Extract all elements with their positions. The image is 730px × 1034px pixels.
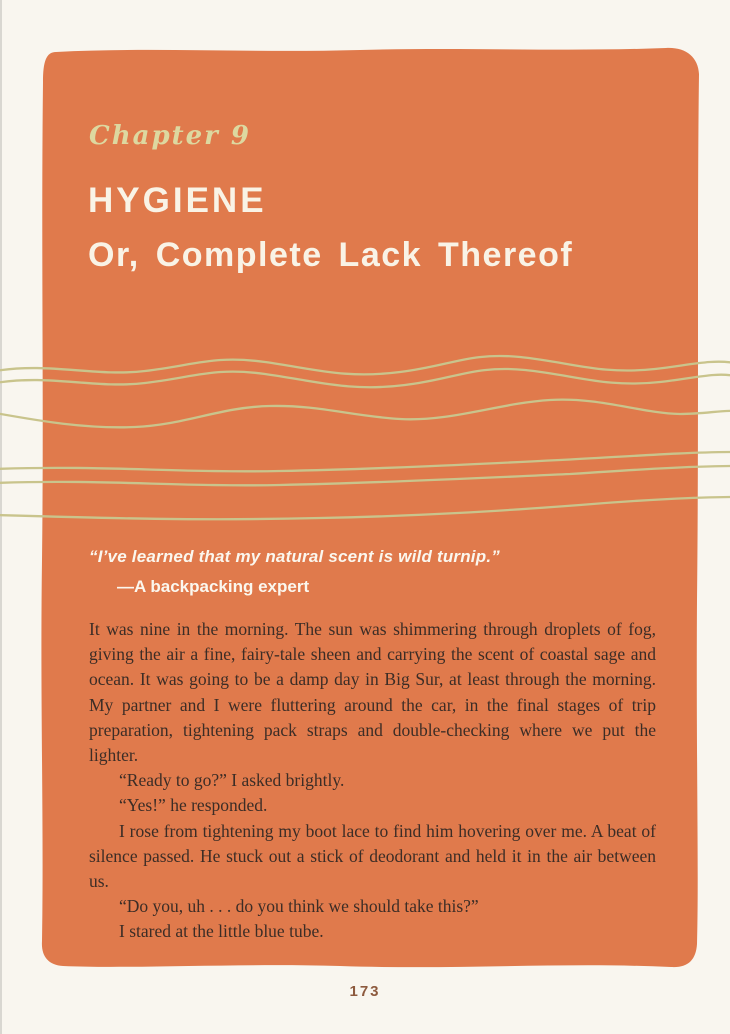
body-paragraph: “Yes!” he responded. [119, 795, 268, 816]
chapter-subtitle: Or, Complete Lack Thereof [88, 236, 574, 274]
chapter-label: Chapter 9 [89, 121, 252, 151]
body-paragraph: “Do you, uh . . . do you think we should take this?” [119, 896, 479, 917]
body-text [89, 617, 656, 945]
epigraph-attribution: —A backpacking expert [117, 577, 310, 596]
page-number: 173 [349, 983, 381, 1000]
body-paragraph: I stared at the little blue tube. [119, 921, 324, 942]
epigraph-quote: “I’ve learned that my natural scent is wild turnip.” [89, 547, 500, 566]
body-paragraph: It was nine in the morning. The sun was shimmering through droplets of fog, giving the air a fine, fairy-tale sheen and carrying the scent of coastal sage and ocean. It was going to be a damp day in Big Sur, at least through the morning. My partner and I were fluttering around the car, in the final stages of trip preparation, tightening pack straps and double-checking where we put the lighter. [89, 619, 656, 766]
body-paragraph: “Ready to go?” I asked brightly. [119, 770, 345, 791]
body-paragraph: I rose from tightening my boot lace to find him hovering over me. A beat of silence passed. He stuck out a stick of deodorant and held it in the air between us. [89, 820, 656, 892]
epigraph [89, 542, 649, 602]
chapter-title: HYGIENE [88, 181, 267, 220]
